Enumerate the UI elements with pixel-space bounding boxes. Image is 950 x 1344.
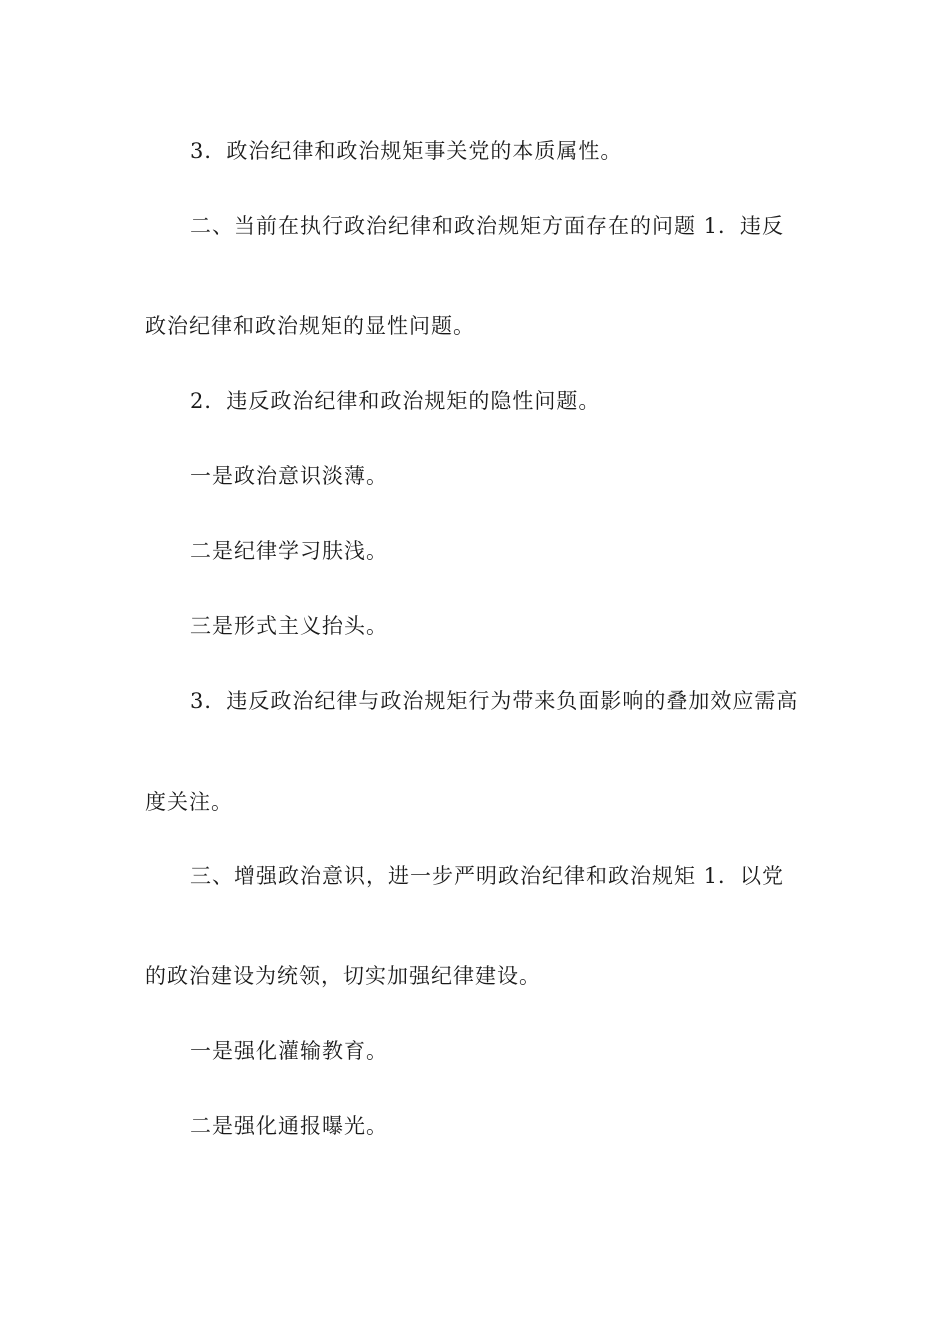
section-heading-line: 二、当前在执行政治纪律和政治规矩方面存在的问题 1．违反	[190, 214, 785, 238]
paragraph-line: 3．违反政治纪律与政治规矩行为带来负面影响的叠加效应需高	[190, 689, 799, 713]
paragraph-line: 的政治建设为统领，切实加强纪律建设。	[145, 964, 541, 988]
paragraph-line: 度关注。	[145, 790, 233, 814]
paragraph-line: 一是政治意识淡薄。	[190, 464, 388, 488]
paragraph-line: 3．政治纪律和政治规矩事关党的本质属性。	[190, 139, 623, 163]
paragraph-line: 政治纪律和政治规矩的显性问题。	[145, 314, 475, 338]
section-heading-line: 三、增强政治意识，进一步严明政治纪律和政治规矩 1．以党	[190, 864, 785, 888]
paragraph-line: 二是强化通报曝光。	[190, 1114, 388, 1138]
paragraph-line: 一是强化灌输教育。	[190, 1039, 388, 1063]
paragraph-line: 三是形式主义抬头。	[190, 614, 388, 638]
paragraph-line: 2．违反政治纪律和政治规矩的隐性问题。	[190, 389, 601, 413]
paragraph-line: 二是纪律学习肤浅。	[190, 539, 388, 563]
